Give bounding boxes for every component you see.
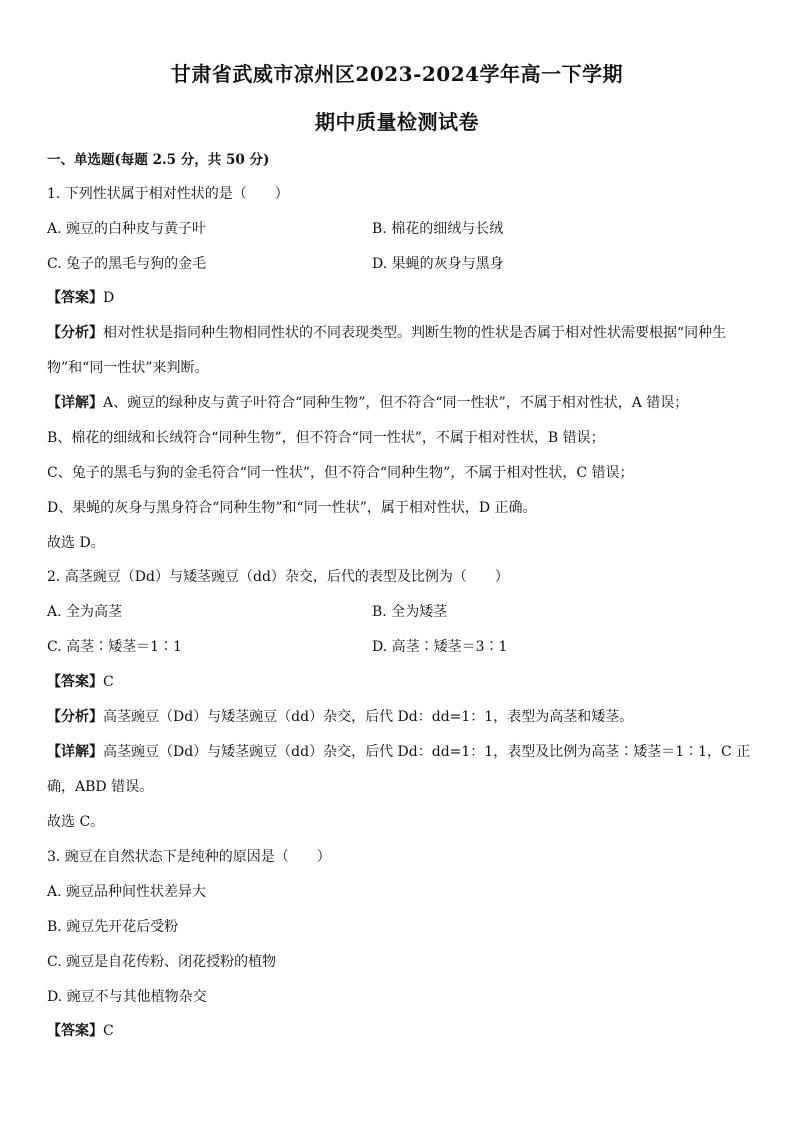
q2-option-a: A. 全为高茎 [47, 604, 123, 620]
q2-option-d: D. 高茎∶矮茎＝3∶1 [372, 639, 508, 655]
q3-answer [47, 1021, 747, 1041]
q3-option-a: A. 豌豆品种间性状差异大 [47, 884, 207, 900]
q1-stem: 1. 下列性状属于相对性状的是（ ） [47, 186, 289, 202]
analysis-text: 相对性状是指同种生物相同性状的不同表现类型。判断生物的性状是否属于相对性状需要根据“同种生 [103, 325, 727, 341]
q2-option-c: C. 高茎∶矮茎＝1∶1 [47, 639, 182, 655]
q2-answer [47, 672, 747, 692]
q1-detail-d: D、果蝇的灰身与黑身符合“同种生物”和“同一性状”，属于相对性状，D 正确。 [47, 500, 537, 516]
q2-option-b: B. 全为矮茎 [372, 604, 448, 620]
answer-value: C [103, 1023, 114, 1039]
answer-tag: 【答案】 [47, 674, 103, 690]
analysis-text: 高茎豌豆（Dd）与矮茎豌豆（dd）杂交，后代 Dd：dd=1：1，表型为高茎和矮茎。 [103, 709, 634, 725]
q1-analysis [47, 323, 747, 343]
answer-value: C [103, 674, 114, 690]
q3-option-b: B. 豌豆先开花后受粉 [47, 919, 179, 935]
answer-tag: 【答案】 [47, 1023, 103, 1039]
q1-final: 故选 D。 [47, 535, 105, 551]
q1-option-a: A. 豌豆的白种皮与黄子叶 [47, 221, 207, 237]
detail-tag: 【详解】 [47, 395, 103, 411]
document-title-line1: 甘肃省武威市凉州区2023-2024学年高一下学期 [170, 62, 624, 86]
detail-text: 高茎豌豆（Dd）与矮茎豌豆（dd）杂交，后代 Dd：dd=1：1，表型及比例为高茎∶矮茎＝1∶1，C 正 [103, 744, 751, 760]
section-heading: 一、单选题(每题 2.5 分，共 50 分) [47, 152, 270, 168]
q2-stem: 2. 高茎豌豆（Dd）与矮茎豌豆（dd）杂交，后代的表型及比例为（ ） [47, 569, 509, 585]
q1-option-d: D. 果蝇的灰身与黑身 [372, 256, 504, 272]
q3-stem: 3. 豌豆在自然状态下是纯种的原因是（ ） [47, 849, 331, 865]
analysis-tag: 【分析】 [47, 709, 103, 725]
analysis-tag: 【分析】 [47, 325, 103, 341]
q1-option-c: C. 兔子的黑毛与狗的金毛 [47, 256, 207, 272]
document-title-line2: 期中质量检测试卷 [315, 110, 479, 134]
q1-detail-b: B、棉花的细绒和长绒符合“同种生物”，但不符合“同一性状”，不属于相对性状，B 错误； [47, 430, 605, 446]
q3-option-d: D. 豌豆不与其他植物杂交 [47, 989, 207, 1005]
detail-tag: 【详解】 [47, 744, 103, 760]
answer-tag: 【答案】 [47, 290, 103, 306]
q1-detail-c: C、兔子的黑毛与狗的金毛符合“同一性状”，但不符合“同种生物”，不属于相对性状，C 错误； [47, 465, 634, 481]
q2-analysis [47, 707, 747, 727]
q1-option-b: B. 棉花的细绒与长绒 [372, 221, 504, 237]
q3-option-c: C. 豌豆是自花传粉、闭花授粉的植物 [47, 954, 277, 970]
q2-detail [47, 742, 751, 762]
detail-text: A、豌豆的绿种皮与黄子叶符合“同种生物”，但不符合“同一性状”，不属于相对性状，A 错误； [103, 395, 689, 411]
q1-detail [47, 393, 747, 413]
q1-analysis-cont: 物”和“同一性状”来判断。 [47, 360, 209, 376]
q2-detail-cont: 确，ABD 错误。 [47, 779, 154, 795]
answer-value: D [103, 290, 115, 306]
q2-final: 故选 C。 [47, 814, 105, 830]
q1-answer [47, 288, 747, 308]
